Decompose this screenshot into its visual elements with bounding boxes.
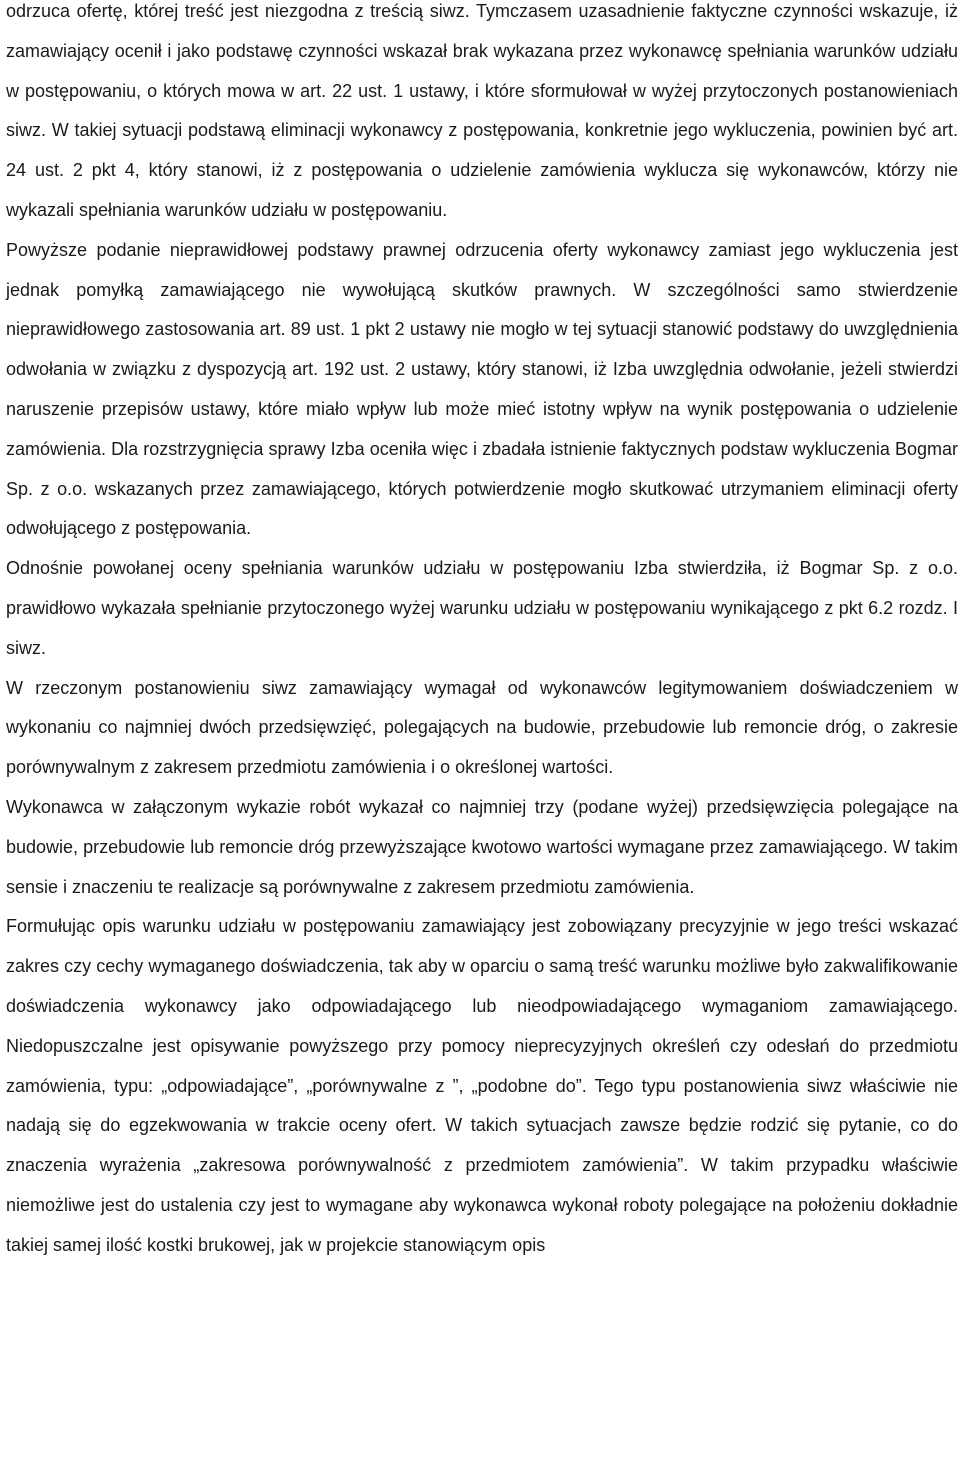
paragraph-5: Wykonawca w załączonym wykazie robót wykazał co najmniej trzy (podane wyżej) przedsięwzięcia polegające na budowie, przebudowie lub remoncie dróg przewyższające kwotowo wartości wymagane przez zamawiającego. W takim sensie i znaczeniu te realizacje są porównywalne z zakresem przedmiotu zamówienia.	[6, 796, 958, 897]
paragraph-3: Odnośnie powołanej oceny spełniania warunków udziału w postępowaniu Izba stwierdziła, iż Bogmar Sp. z o.o. prawidłowo wykazała spełnianie przytoczonego wyżej warunku udziału w postępowaniu wynikającego z pkt 6.2 rozdz. I siwz.	[6, 558, 958, 658]
paragraph-6: Formułując opis warunku udziału w postępowaniu zamawiający jest zobowiązany precyzyjnie w jego treści wskazać zakres czy cechy wymaganego doświadczenia, tak aby w oparciu o samą treść warunku możliwe było zakwalifikowanie doświadczenia wykonawcy jako odpowiadającego lub nieodpowiadającego wymaganiom zamawiającego. Niedopuszczalne jest opisywanie powyższego przy pomocy nieprecyzyjnych określeń czy odesłań do przedmiotu zamówienia, typu: „odpowiadające”, „porównywalne z ”, „podobne do”. Tego typu postanowienia siwz właściwie nie nadają się do egzekwowania w trakcie oceny ofert. W takich sytuacjach zawsze będzie rodzić się pytanie, co do znaczenia wyrażenia „zakresowa porównywalność z przedmiotem zamówienia”. W takim przypadku właściwie niemożliwe jest do ustalenia czy jest to wymagane aby wykonawca wykonał roboty polegające na położeniu dokładnie takiej samej ilość kostki brukowej, jak w projekcie stanowiącym opis	[6, 916, 958, 1255]
paragraph-4: W rzeczonym postanowieniu siwz zamawiający wymagał od wykonawców legitymowaniem doświadczeniem w wykonaniu co najmniej dwóch przedsięwzięć, polegających na budowie, przebudowie lub remoncie dróg, o zakresie porównywalnym z zakresem przedmiotu zamówienia i o określonej wartości.	[6, 677, 958, 778]
paragraph-1: odrzuca ofertę, której treść jest niezgodna z treścią siwz. Tymczasem uzasadnienie faktyczne czynności wskazuje, iż zamawiający ocenił i jako podstawę czynności wskazał brak wykazana przez wykonawcę spełniania warunków udziału w postępowaniu, o których mowa w art. 22 ust. 1 ustawy, i które sformułował w wyżej przytoczonych postanowieniach siwz. W takiej sytuacji podstawą eliminacji wykonawcy z postępowania, konkretnie jego wykluczenia, powinien być art. 24 ust. 2 pkt 4, który stanowi, iż z postępowania o udzielenie zamówienia wyklucza się wykonawców, którzy nie wykazali spełniania warunków udziału w postępowaniu.	[6, 1, 958, 220]
paragraph-2: Powyższe podanie nieprawidłowej podstawy prawnej odrzucenia oferty wykonawcy zamiast jego wykluczenia jest jednak pomyłką zamawiającego nie wywołującą skutków prawnych. W szczególności samo stwierdzenie nieprawidłowego zastosowania art. 89 ust. 1 pkt 2 ustawy nie mogło w tej sytuacji stanowić podstawy do uwzględnienia odwołania w związku z dyspozycją art. 192 ust. 2 ustawy, który stanowi, iż Izba uwzględnia odwołanie, jeżeli stwierdzi naruszenie przepisów ustawy, które miało wpływ lub może mieć istotny wpływ na wynik postępowania o udzielenie zamówienia. Dla rozstrzygnięcia sprawy Izba oceniła więc i zbadała istnienie faktycznych podstaw wykluczenia Bogmar Sp. z o.o. wskazanych przez zamawiającego, których potwierdzenie mogło skutkować utrzymaniem eliminacji oferty odwołującego z postępowania.	[6, 239, 958, 539]
document-page	[6, 0, 958, 1266]
